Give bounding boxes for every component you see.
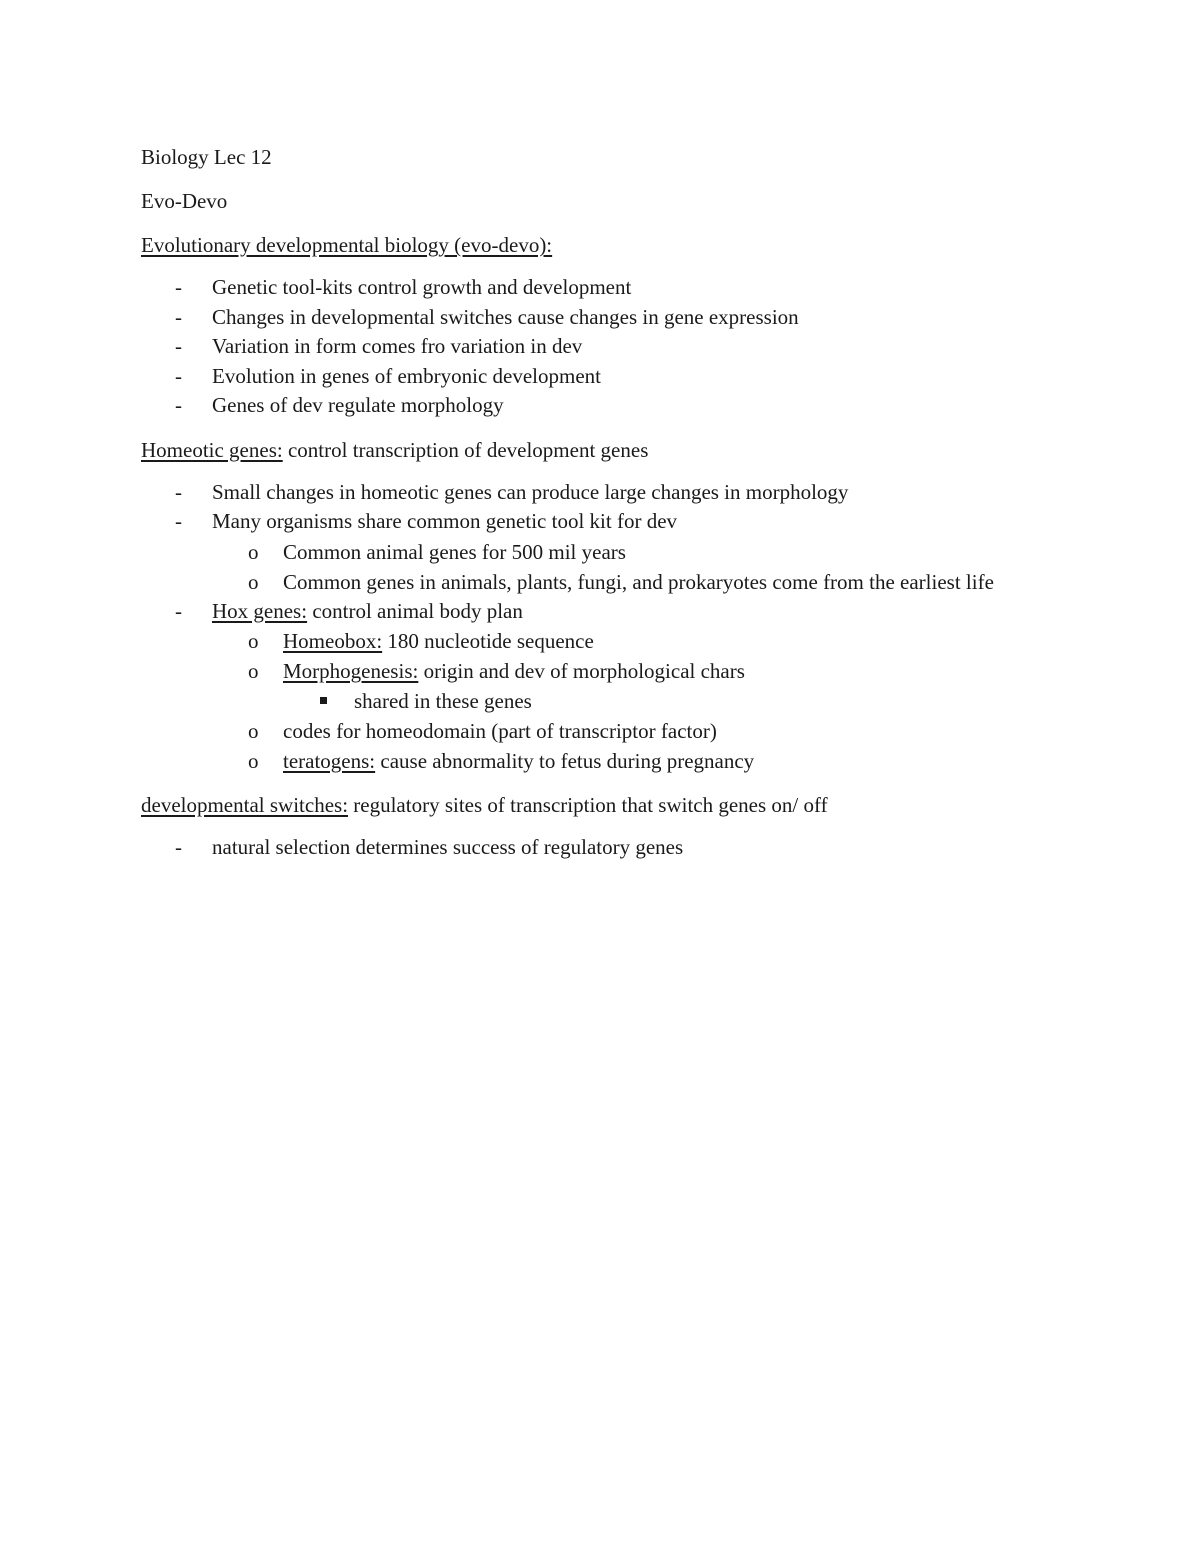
dash-marker: - (175, 334, 182, 358)
circle-marker: o (248, 539, 259, 564)
section-heading-homeotic (141, 435, 1061, 465)
sub-sublist-item (283, 686, 1061, 716)
morphogenesis-sublist (283, 686, 1061, 716)
document-page (141, 142, 1061, 877)
list-item (141, 273, 1061, 303)
hox-sublist (212, 626, 1061, 776)
homeotic-list (141, 478, 1061, 777)
sublist-item-text: cause abnormality to fetus during pregnancy (375, 749, 755, 773)
sublist-item-text: Common animal genes for 500 mil years (283, 539, 626, 564)
list-item-text: Changes in developmental switches cause changes in gene expression (212, 304, 799, 329)
document-title: Biology Lec 12 (141, 145, 272, 169)
document-subtitle: Evo-Devo (141, 189, 228, 213)
list-item-text: Evolution in genes of embryonic development (212, 363, 601, 388)
homeotic-definition: control transcription of development genes (282, 437, 649, 462)
list-item (141, 833, 1061, 863)
term-hox-genes: Hox genes: (212, 598, 308, 623)
sub-sublist-item-text: shared in these genes (354, 689, 532, 713)
term-homeobox: Homeobox: (283, 629, 383, 653)
sublist-item (212, 537, 1061, 567)
dash-marker: - (175, 393, 182, 417)
sublist-item (212, 567, 1061, 597)
evo-devo-list (141, 273, 1061, 421)
sublist (212, 537, 1061, 597)
dash-marker: - (175, 835, 182, 859)
circle-marker: o (248, 569, 259, 594)
dash-marker: - (175, 275, 182, 299)
section-heading-evo-devo (141, 230, 1061, 260)
list-item-text: Small changes in homeotic genes can produce large changes in morphology (212, 479, 849, 504)
sublist-item (212, 716, 1061, 746)
list-item (141, 303, 1061, 333)
list-item (141, 391, 1061, 421)
dash-marker: - (175, 479, 182, 504)
dash-marker: - (175, 363, 182, 388)
term-morphogenesis: Morphogenesis: (283, 659, 419, 683)
term-developmental-switches: developmental switches: (141, 793, 349, 817)
list-item (141, 332, 1061, 362)
sublist-item-text: Common genes in animals, plants, fungi, and prokaryotes come from the earliest life (283, 569, 994, 594)
dash-marker: - (175, 598, 182, 623)
sublist-item-text: origin and dev of morphological chars (418, 659, 745, 683)
circle-marker: o (248, 749, 259, 773)
square-bullet-icon (320, 697, 327, 704)
list-item (141, 597, 1061, 777)
list-item-text: Genes of dev regulate morphology (212, 393, 504, 417)
term-homeotic-genes: Homeotic genes: (141, 437, 283, 462)
list-item-text: Variation in form comes fro variation in dev (212, 334, 583, 358)
list-item (141, 478, 1061, 508)
sublist-item (212, 626, 1061, 656)
sublist-item (212, 746, 1061, 776)
term-evo-devo: Evolutionary developmental biology (evo-devo): (141, 233, 553, 257)
list-item (141, 507, 1061, 597)
circle-marker: o (248, 629, 259, 653)
sublist-item (212, 656, 1061, 716)
switches-definition: regulatory sites of transcription that switch genes on/ off (348, 793, 828, 817)
list-item-text: control animal body plan (307, 598, 523, 623)
list-item-text: Genetic tool-kits control growth and development (212, 275, 632, 299)
circle-marker: o (248, 719, 259, 743)
sublist-item-text: codes for homeodomain (part of transcriptor factor) (283, 719, 717, 743)
section-heading-switches (141, 790, 1061, 820)
circle-marker: o (248, 659, 259, 683)
sublist-item-text: 180 nucleotide sequence (382, 629, 594, 653)
list-item (141, 362, 1061, 392)
dash-marker: - (175, 509, 182, 533)
list-item-text: natural selection determines success of regulatory genes (212, 835, 684, 859)
switches-list (141, 833, 1061, 863)
term-teratogens: teratogens: (283, 749, 376, 773)
dash-marker: - (175, 304, 182, 329)
list-item-text: Many organisms share common genetic tool kit for dev (212, 509, 678, 533)
